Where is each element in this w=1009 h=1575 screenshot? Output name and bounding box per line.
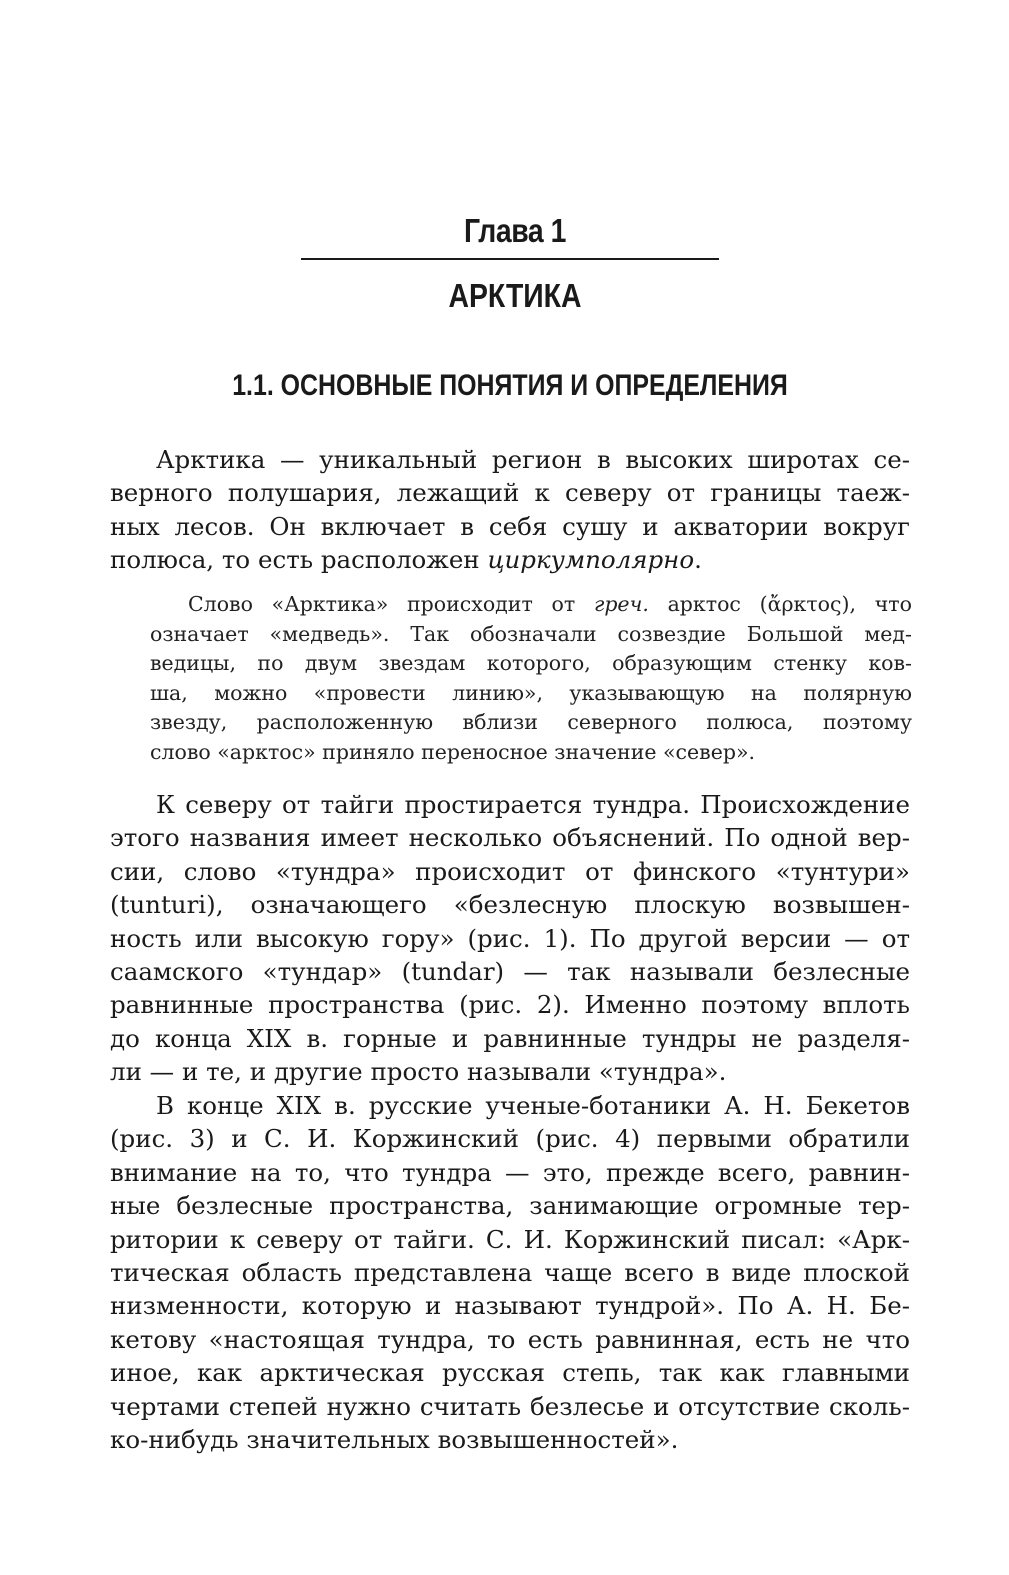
- chapter-divider: [301, 258, 719, 260]
- text-fragment: арктос (ἄρκτος), что: [648, 592, 912, 616]
- text-line: означает «медведь». Так обозначали созвездие Большой мед-: [150, 621, 912, 646]
- italic-term: циркумполярно: [487, 545, 695, 575]
- text-line: (рис. 3) и С. И. Коржинский (рис. 4) первыми обратили: [110, 1124, 910, 1154]
- text-line: этого названия имеет несколько объяснений. По одной вер-: [110, 823, 910, 853]
- text-line: ко-нибудь значительных возвышенностей».: [110, 1425, 679, 1455]
- text-fragment: .: [694, 545, 702, 575]
- text-line: сии, слово «тундра» происходит от финского «тунтури»: [110, 856, 910, 886]
- text-line: чертами степей нужно считать безлесье и отсутствие сколь-: [110, 1391, 910, 1421]
- text-line: тическая область представлена чаще всего в виде плоской: [110, 1258, 910, 1288]
- text-line: звезду, расположенную вблизи северного полюса, поэтому: [150, 710, 912, 735]
- paragraph-botanists: [110, 1089, 910, 1456]
- text-line: ные безлесные пространства, занимающие огромные тер-: [110, 1191, 910, 1221]
- text-line: [150, 590, 912, 620]
- text-line: иное, как арктическая русская степь, так как главными: [110, 1358, 910, 1388]
- text-line: саамского «тундар» (tundar) — так называли безлесные: [110, 957, 910, 987]
- text-fragment: Слово «Арктика» происходит от: [188, 592, 594, 616]
- text-line: кетову «настоящая тундра, то есть равнинная, есть не что: [110, 1324, 910, 1354]
- text-line: В конце XIX в. русские ученые-ботаники А. Н. Бекетов: [156, 1091, 910, 1120]
- paragraph-tundra-origin: [110, 788, 910, 1089]
- text-line: ритории к северу от тайги. С. И. Коржинский писал: «Арк-: [110, 1224, 910, 1254]
- text-line: Арктика — уникальный регион в высоких широтах се-: [156, 445, 910, 474]
- italic-term: греч.: [593, 592, 649, 616]
- paragraph-intro: [110, 443, 910, 577]
- text-line: К северу от тайги простирается тундра. Происхождение: [156, 790, 910, 819]
- text-line: верного полушария, лежащий к северу от границы таеж-: [110, 478, 910, 508]
- text-line: (tunturi), означающего «безлесную плоскую возвышен-: [110, 890, 910, 920]
- text-line: ных лесов. Он включает в себя сушу и акватории вокруг: [110, 511, 910, 541]
- text-line: [110, 543, 910, 576]
- etymology-note: [150, 590, 912, 768]
- text-fragment: полюса, то есть расположен: [110, 545, 488, 575]
- text-line: ли — и те, и другие просто называли «тундра».: [110, 1057, 727, 1087]
- text-line: внимание на то, что тундра — это, прежде всего, равнин-: [110, 1157, 910, 1187]
- text-line: до конца XIX в. горные и равнинные тундры не разделя-: [110, 1023, 910, 1053]
- text-line: слово «арктос» приняло переносное значение «север».: [150, 739, 756, 764]
- chapter-title: АРКТИКА: [448, 277, 582, 314]
- text-line: ность или высокую гору» (рис. 1). По другой версии — от: [110, 923, 910, 953]
- text-line: равнинные пространства (рис. 2). Именно поэтому вплоть: [110, 990, 910, 1020]
- text-line: ведицы, по двум звездам которого, образующим стенку ков-: [150, 651, 912, 676]
- chapter-label: Глава 1: [463, 212, 566, 249]
- section-title: 1.1. ОСНОВНЫЕ ПОНЯТИЯ И ОПРЕДЕЛЕНИЯ: [232, 369, 788, 402]
- text-line: ша, можно «провести линию», указывающую на полярную: [150, 680, 912, 705]
- text-line: низменности, которую и называют тундрой». По А. Н. Бе-: [110, 1291, 910, 1321]
